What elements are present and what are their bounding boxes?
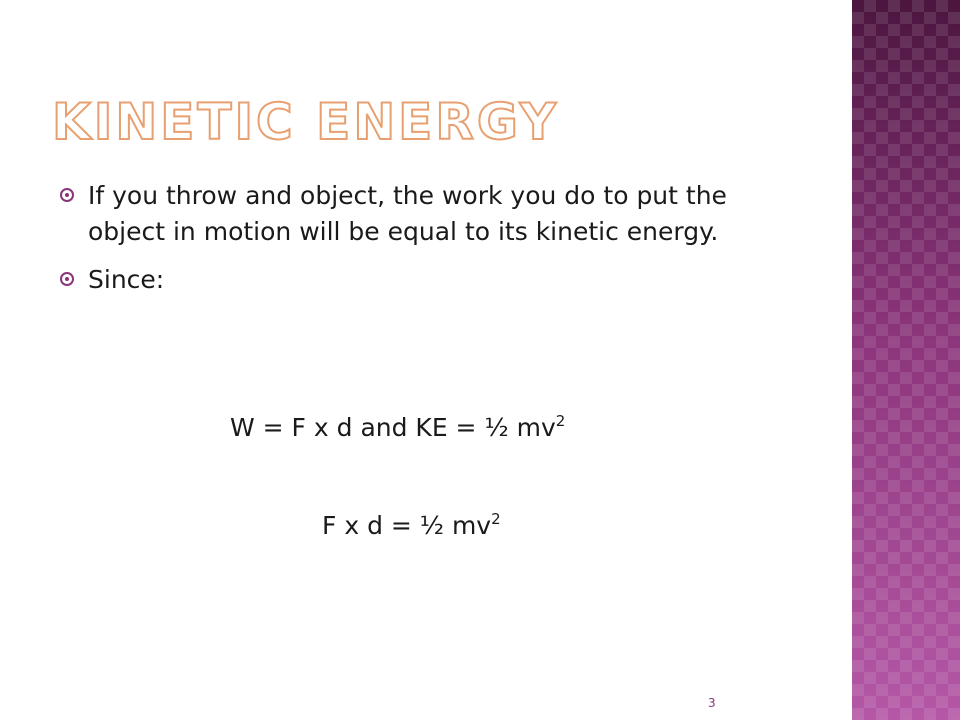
bullet-item xyxy=(60,262,800,298)
equation-superscript: 2 xyxy=(491,510,501,528)
bullet-item xyxy=(60,178,800,250)
equation-text: F x d = ½ mv xyxy=(322,511,492,540)
bullet-icon xyxy=(60,188,74,202)
equation-superscript: 2 xyxy=(555,412,566,430)
decorative-side-panel xyxy=(852,0,960,720)
bullet-icon xyxy=(60,272,74,286)
equation-text: W = F x d and KE = ½ mv xyxy=(230,413,556,442)
slide-title: KINETIC ENERGY xyxy=(52,93,559,151)
equation-force-distance xyxy=(322,510,501,540)
bullet-list xyxy=(60,178,800,310)
page-number: 3 xyxy=(708,696,716,710)
equation-work-kinetic xyxy=(230,412,565,442)
bullet-text: Since: xyxy=(88,265,165,294)
bullet-text: If you throw and object, the work you do to put the object in motion will be equal to its kinetic energy. xyxy=(88,181,727,246)
